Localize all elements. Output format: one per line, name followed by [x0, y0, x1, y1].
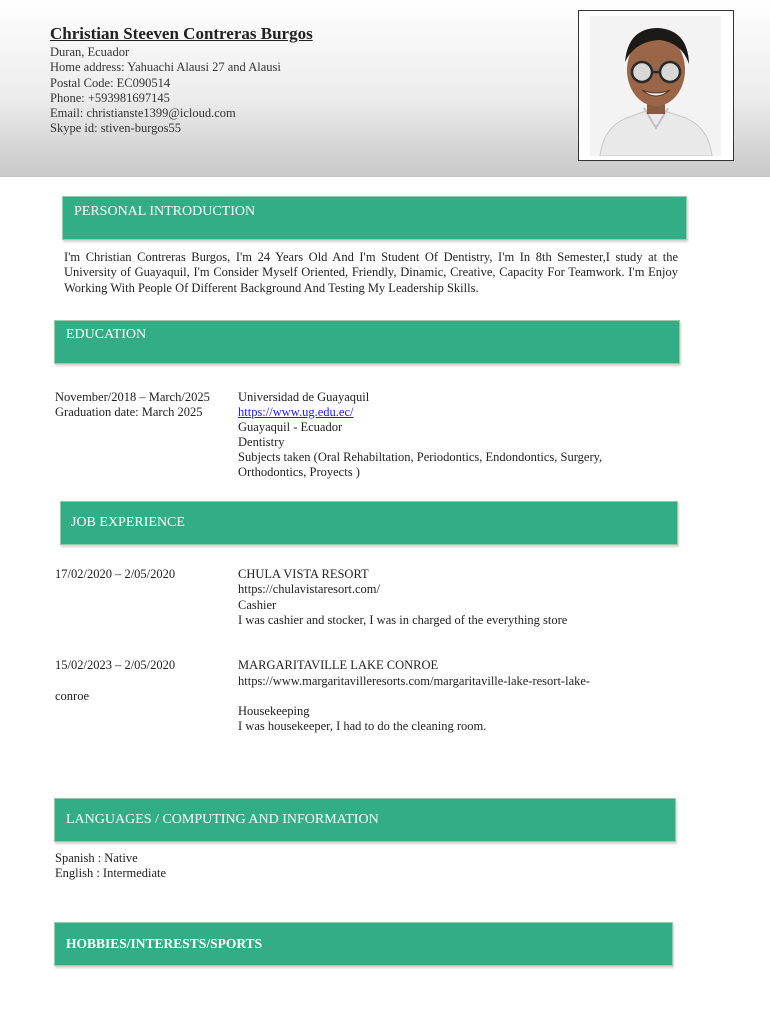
job-2-url-continued: conroe — [55, 689, 90, 703]
education-field: Dentistry — [238, 435, 285, 449]
section-header-education — [54, 320, 680, 364]
candidate-name: Christian Steeven Contreras Burgos — [50, 24, 313, 43]
section-header-hobbies — [54, 922, 673, 966]
education-graduation-date: Graduation date: March 2025 — [55, 405, 203, 419]
job-1-dates: 17/02/2020 – 2/05/2020 — [55, 567, 176, 581]
section-title-education: EDUCATION — [66, 327, 147, 342]
contact-postal-code: Postal Code: EC090514 — [50, 75, 171, 90]
contact-block — [50, 45, 281, 137]
photo-frame — [578, 10, 734, 161]
contact-address: Home address: Yahuachi Alausi 27 and Alausi — [50, 60, 281, 75]
contact-skype: Skype id: stiven-burgos55 — [50, 121, 182, 136]
education-dates: November/2018 – March/2025 — [55, 390, 210, 404]
education-institution: Universidad de Guayaquil — [238, 390, 370, 404]
job-1-url: https://chulavistaresort.com/ — [238, 582, 380, 596]
contact-email: Email: christianste1399@icloud.com — [50, 106, 236, 121]
education-subjects-line1: Subjects taken (Oral Rehabiltation, Periodontics, Endondontics, Surgery, — [238, 450, 603, 464]
job-2-dates: 15/02/2023 – 2/05/2020 — [55, 658, 176, 672]
contact-city: Duran, Ecuador — [50, 45, 130, 59]
job-1-role: Cashier — [238, 598, 277, 612]
section-header-languages — [54, 798, 676, 842]
section-title-hobbies: HOBBIES/INTERESTS/SPORTS — [66, 936, 263, 951]
contact-phone: Phone: +593981697145 — [50, 90, 170, 105]
education-website-link[interactable]: https://www.ug.edu.ec/ — [238, 405, 354, 419]
education-location: Guayaquil - Ecuador — [238, 420, 343, 434]
job-2-company: MARGARITAVILLE LAKE CONROE — [238, 658, 439, 672]
job-1-company: CHULA VISTA RESORT — [238, 567, 369, 581]
job-2-role: Housekeeping — [238, 704, 310, 718]
section-title-job-experience: JOB EXPERIENCE — [71, 515, 185, 530]
language-spanish: Spanish : Native — [55, 851, 138, 865]
language-english: English : Intermediate — [55, 866, 167, 880]
header-banner — [0, 0, 770, 177]
section-header-personal-introduction — [62, 196, 687, 240]
education-subjects-line2: Orthodontics, Proyects ) — [238, 465, 360, 479]
section-title-personal-introduction: PERSONAL INTRODUCTION — [74, 204, 256, 219]
section-header-job-experience — [60, 501, 678, 545]
section-title-languages: LANGUAGES / COMPUTING AND INFORMATION — [66, 812, 379, 827]
portrait-photo — [590, 16, 721, 156]
job-2-url: https://www.margaritavilleresorts.com/margaritaville-lake-resort-lake- — [238, 674, 591, 688]
job-1-description: I was cashier and stocker, I was in charged of the everything store — [238, 613, 568, 627]
person-portrait-icon — [590, 16, 721, 156]
personal-introduction-text: I'm Christian Contreras Burgos, I'm 24 Years Old And I'm Student Of Dentistry, I'm In 8th Semester,I study at the University of Guayaquil, I'm Consider Myself Oriented, Friendly, Dinamic, Creative, Capacity For Teamwork. I'm Enjoy Working With People Of Different Background And Testing My Leadership Skills. — [64, 250, 678, 295]
job-2-description: I was housekeeper, I had to do the cleaning room. — [238, 719, 487, 733]
